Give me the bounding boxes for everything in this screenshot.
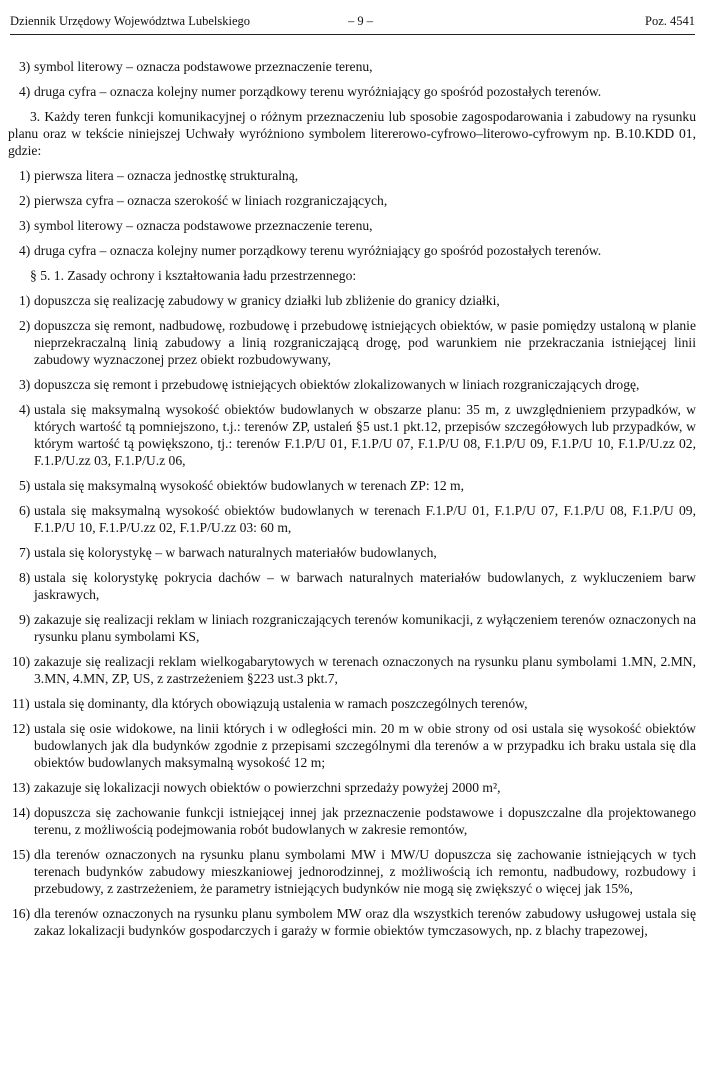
list-item: 7) ustala się kolorystykę – w barwach naturalnych materiałów budowlanych, [19,545,437,560]
list-item: 3) symbol literowy – oznacza podstawowe przeznaczenie terenu, [19,59,373,74]
list-item: 4) druga cyfra – oznacza kolejny numer porządkowy terenu wyróżniający go spośród pozostałych terenów. [19,243,602,258]
paragraph-3: 3. Każdy teren funkcji komunikacyjnej o różnym przeznaczeniu lub sposobie zagospodarowania i zabudowy na rysunku planu oraz w tekście niniejszej Uchwały wyróżniono symbolem litererowo-cyfrowo–literowo-cyfrowym np. B.10.KDD 01, gdzie: [8,109,696,158]
section-5-heading: § 5. 1. Zasady ochrony i kształtowania ładu przestrzennego: [30,268,357,283]
list-item: 5) ustala się maksymalną wysokość obiektów budowlanych w terenach ZP: 12 m, [19,478,465,493]
list-item: 4) druga cyfra – oznacza kolejny numer porządkowy terenu wyróżniający go spośród pozostałych terenów. [19,84,602,99]
list-item: 4) ustala się maksymalną wysokość obiektów budowlanych w obszarze planu: 35 m, z uwzględnieniem przypadków, w których wartość tą pomniejszono, t.j.: terenów ZP, ustaleń §5 ust.1 pkt.12, przepisów szczegółowych lub przypadków, w którym wartość tą powiększono, tj.: terenów F.1.P/U 01, F.1.P/U 07, F.1.P/U 08, F.1.P/U 09, F.1.P/U 10, F.1.P/U.zz 02, F.1.P/U.zz 03, F.1.P/U.z 06, [19,402,696,468]
list-item: 1) dopuszcza się realizację zabudowy w granicy działki lub zbliżenie do granicy działki, [19,293,500,308]
list-item: 11) ustala się dominanty, dla których obowiązują ustalenia w ramach poszczególnych terenów, [12,696,528,711]
list-item: 15) dla terenów oznaczonych na rysunku planu symbolami MW i MW/U dopuszcza się zachowanie istniejących w tych terenach budynków zabudowy mieszkaniowej jednorodzinnej, z możliwością ich remontu, nadbudowy, rozbudowy i przebudowy, z zastrzeżeniem, że parametry istniejących budynków nie mogą się zwiększyć o więcej jak 15%, [12,847,696,896]
list-item: 6) ustala się maksymalną wysokość obiektów budowlanych w terenach F.1.P/U 01, F.1.P/U 07, F.1.P/U 08, F.1.P/U 09, F.1.P/U 10, F.1.P/U.zz 02, F.1.P/U.zz 03: 60 m, [19,503,696,535]
page-header [10,12,695,35]
list-item: 8) ustala się kolorystykę pokrycia dachów – w barwach naturalnych materiałów budowlanych, z wykluczeniem barw jaskrawych, [19,570,696,602]
list-item: 3) symbol literowy – oznacza podstawowe przeznaczenie terenu, [19,218,373,233]
journal-title: Dziennik Urzędowy Województwa Lubelskiego [10,14,251,28]
list-item: 14) dopuszcza się zachowanie funkcji istniejącej innej jak przeznaczenie podstawowe i dopuszczalne dla projektowanego terenu, z możliwością podejmowania robót budowlanych w zakresie remontów, [12,805,696,837]
position-number: Poz. 4541 [645,14,695,28]
list-item: 9) zakazuje się realizacji reklam w liniach rozgraniczających terenów komunikacji, z wyłączeniem terenów oznaczonych na rysunku planu symbolami KS, [19,612,696,644]
page-number: – 9 – [348,14,373,28]
list-item: 1) pierwsza litera – oznacza jednostkę strukturalną, [19,168,299,183]
list-item: 3) dopuszcza się remont i przebudowę istniejących obiektów zlokalizowanych w liniach rozgraniczających drogę, [19,377,640,392]
list-item: 13) zakazuje się lokalizacji nowych obiektów o powierzchni sprzedaży powyżej 2000 m², [12,780,501,795]
list-item: 16) dla terenów oznaczonych na rysunku planu symbolem MW oraz dla wszystkich terenów zabudowy usługowej ustala się zakaz lokalizacji budynków gospodarczych i garaży w formie obiektów tymczasowych, np. z blachy trapezowej, [12,906,696,938]
list-item: 2) dopuszcza się remont, nadbudowę, rozbudowę i przebudowę istniejących obiektów, w pasie pomiędzy ustaloną w planie nieprzekraczalną linią zabudowy a linią rozgraniczającą drogę, pod warunkiem nie przekraczania istniejącej linii zabudowy wyznaczonej przez obiekt rozbudowywany, [19,318,696,367]
list-item: 10) zakazuje się realizacji reklam wielkogabarytowych w terenach oznaczonych na rysunku planu symbolami 1.MN, 2.MN, 3.MN, 4.MN, ZP, US, z zastrzeżeniem §223 ust.3 pkt.7, [12,654,696,686]
document-body [8,58,696,939]
list-item: 2) pierwsza cyfra – oznacza szerokość w liniach rozgraniczających, [19,193,388,208]
list-item: 12) ustala się osie widokowe, na linii których i w odległości min. 20 m w obie strony od osi ustala się wysokość obiektów budowlanych jak dla budynków zgodnie z przepisami szczególnymi dla terenów a w przypadku ich braku ustala się dla obiektów budowlanych maksymalną wysokość 12 m; [12,721,696,770]
